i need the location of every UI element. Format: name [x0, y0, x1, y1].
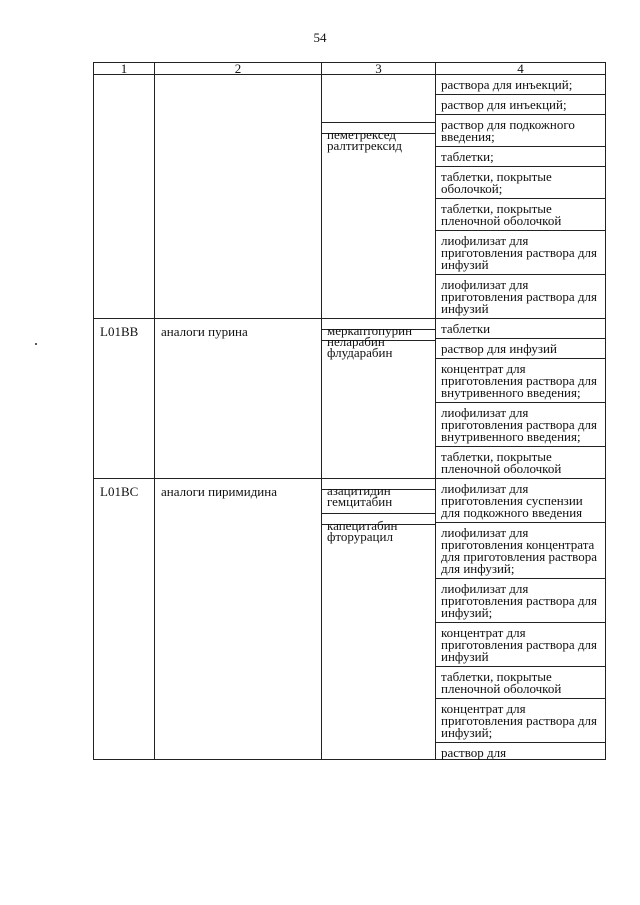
group-name-cell — [155, 479, 322, 760]
group-name: аналоги пиримидина — [161, 484, 277, 499]
group-name-cell — [155, 75, 322, 319]
column-header-1: 1 — [94, 63, 155, 75]
column-header-3: 3 — [322, 63, 436, 75]
drug-name-cell — [322, 319, 436, 479]
atc-code: L01BB — [100, 324, 139, 339]
table-body — [94, 75, 606, 760]
group-name-cell — [155, 319, 322, 479]
drug-name: фторурацил — [322, 524, 435, 537]
atc-code-cell — [94, 479, 155, 760]
column-header-4: 4 — [436, 63, 606, 75]
drug-name-cell — [322, 75, 436, 319]
page-number: 54 — [313, 30, 327, 45]
dosage-form-cell — [436, 75, 606, 319]
group-row — [94, 319, 606, 479]
dosage-form: раствор для — [436, 742, 605, 759]
dosage-form: лиофилизат для приготовления концентрата для приготовления раствора для инфузий; — [436, 522, 605, 578]
dosage-form: концентрат для приготовления раствора для инфузий — [436, 622, 605, 666]
drug-name — [322, 75, 435, 122]
dosage-form: раствор для подкожного введения; — [436, 114, 605, 146]
dosage-form: таблетки; — [436, 146, 605, 166]
drug-table — [93, 62, 606, 760]
dosage-form: раствор для инъекций; — [436, 94, 605, 114]
dosage-form: лиофилизат для приготовления раствора для инфузий; — [436, 578, 605, 622]
drug-name: меркаптопурин — [327, 323, 413, 338]
drug-name: пеметрексед — [322, 122, 435, 133]
dosage-form: таблетки — [441, 321, 491, 336]
header-row — [94, 63, 606, 75]
drug-name: азацитидин — [327, 483, 391, 498]
dosage-form: лиофилизат для приготовления суспензии для подкожного введения — [441, 481, 583, 520]
dosage-form: лиофилизат для приготовления раствора для инфузий — [436, 274, 605, 318]
dosage-form-cell — [436, 319, 606, 479]
dosage-form: таблетки, покрытые пленочной оболочкой — [436, 666, 605, 698]
drug-name: гемцитабин — [322, 489, 435, 513]
group-row — [94, 479, 606, 760]
group-name: аналоги пурина — [161, 324, 248, 339]
atc-code-cell — [94, 75, 155, 319]
dosage-form: раствора для инъекций; — [441, 77, 573, 92]
drug-name: ралтитрексид — [322, 133, 435, 144]
group-name — [155, 75, 321, 82]
dosage-form: концентрат для приготовления раствора для инфузий; — [436, 698, 605, 742]
atc-code — [94, 75, 154, 82]
group-row — [94, 75, 606, 319]
dosage-form: таблетки, покрытые пленочной оболочкой — [436, 446, 605, 478]
dosage-form: раствор для инфузий — [436, 338, 605, 358]
drug-name-cell — [322, 479, 436, 760]
dosage-form: лиофилизат для приготовления раствора для внутривенного введения; — [436, 402, 605, 446]
stray-dot — [35, 343, 37, 345]
dosage-form: таблетки, покрытые оболочкой; — [436, 166, 605, 198]
atc-code-cell — [94, 319, 155, 479]
drug-name: капецитабин — [322, 513, 435, 524]
atc-code: L01BC — [100, 484, 139, 499]
dosage-form-cell — [436, 479, 606, 760]
drug-name: неларабин — [322, 329, 435, 340]
column-header-2: 2 — [155, 63, 322, 75]
dosage-form: лиофилизат для приготовления раствора для инфузий — [436, 230, 605, 274]
drug-name: флударабин — [322, 340, 435, 364]
dosage-form: концентрат для приготовления раствора для внутривенного введения; — [436, 358, 605, 402]
dosage-form: таблетки, покрытые пленочной оболочкой — [436, 198, 605, 230]
